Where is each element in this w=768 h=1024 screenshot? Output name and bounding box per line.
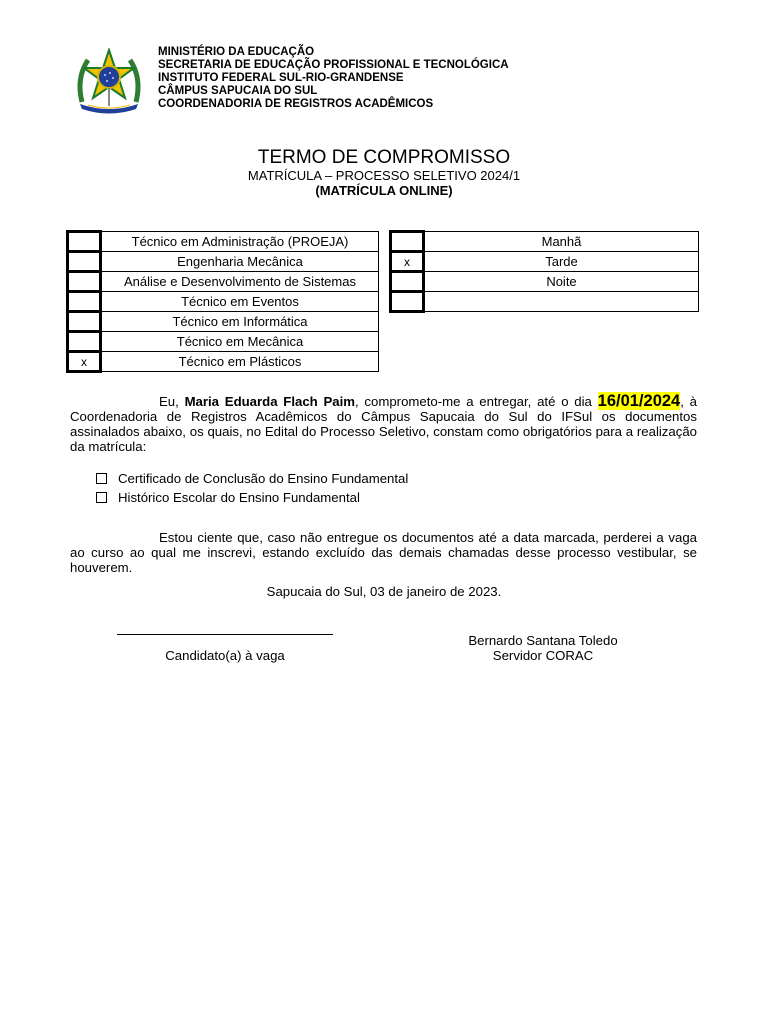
shift-checkbox[interactable]	[391, 232, 424, 252]
course-checkbox[interactable]	[68, 292, 101, 312]
document-label: Certificado de Conclusão do Ensino Fundamental	[118, 471, 409, 486]
shift-row	[391, 292, 699, 312]
course-checkbox[interactable]	[68, 312, 101, 332]
document-title: TERMO DE COMPROMISSO	[257, 147, 511, 168]
document-subtitle: MATRÍCULA – PROCESSO SELETIVO 2024/1	[247, 168, 521, 183]
course-row	[68, 292, 379, 312]
header-line-institute: INSTITUTO FEDERAL SUL-RIO-GRANDENSE	[158, 71, 404, 84]
shift-label	[424, 292, 699, 312]
commitment-suffix: , à Coordenadoria de Registros Acadêmicos do Câmpus Sapucaia do Sul do IFSul os documentos assinalados abaixo, os quais, no Edital do Processo Seletivo, constam como obrigatórios para a realização da matrícula:	[70, 394, 697, 454]
place-and-date: Sapucaia do Sul, 03 de janeiro de 2023.	[266, 584, 502, 599]
shift-row	[391, 272, 699, 292]
header-line-ministry: MINISTÉRIO DA EDUCAÇÃO	[158, 46, 315, 58]
shift-checkbox[interactable]: x	[391, 252, 424, 272]
course-label: Técnico em Plásticos	[101, 352, 379, 372]
deadline-date: 16/01/2024	[597, 392, 681, 410]
course-row	[68, 332, 379, 352]
servant-name: Bernardo Santana Toledo	[468, 633, 618, 648]
course-row	[68, 352, 379, 372]
course-row	[68, 272, 379, 292]
course-checkbox[interactable]	[68, 272, 101, 292]
shift-checkbox[interactable]	[391, 272, 424, 292]
list-item	[96, 488, 408, 507]
institution-header	[158, 46, 509, 111]
course-label: Técnico em Eventos	[101, 292, 379, 312]
course-label: Técnico em Mecânica	[101, 332, 379, 352]
shift-label: Noite	[424, 272, 699, 292]
header-line-coordination: COORDENADORIA DE REGISTROS ACADÊMICOS	[158, 97, 434, 110]
list-item	[96, 469, 408, 488]
header-line-secretariat: SECRETARIA DE EDUCAÇÃO PROFISSIONAL E TECNOLÓGICA	[158, 58, 509, 71]
courses-table	[66, 230, 379, 373]
document-checkbox[interactable]	[96, 492, 107, 503]
course-label: Engenharia Mecânica	[101, 252, 379, 272]
course-checkbox[interactable]: x	[68, 352, 101, 372]
commitment-paragraph	[70, 394, 697, 454]
course-checkbox[interactable]	[68, 252, 101, 272]
candidate-signature-line	[117, 634, 333, 635]
commitment-middle: , comprometo-me a entregar, até o dia	[355, 394, 598, 409]
shift-label: Manhã	[424, 232, 699, 252]
course-checkbox[interactable]	[68, 332, 101, 352]
required-documents-list	[96, 469, 408, 507]
course-row	[68, 312, 379, 332]
course-row	[68, 252, 379, 272]
servant-role: Servidor CORAC	[492, 648, 594, 663]
shift-row	[391, 232, 699, 252]
awareness-text: Estou ciente que, caso não entregue os documentos até a data marcada, perderei a vaga ao curso ao qual me inscrevi, estando excluído das demais chamadas desse processo vestibular, se houverem.	[70, 530, 697, 575]
document-checkbox[interactable]	[96, 473, 107, 484]
course-label: Técnico em Administração (PROEJA)	[101, 232, 379, 252]
document-label: Histórico Escolar do Ensino Fundamental	[118, 490, 360, 505]
course-label: Análise e Desenvolvimento de Sistemas	[101, 272, 379, 292]
student-name: Maria Eduarda Flach Paim	[184, 394, 356, 409]
header-line-campus: CÂMPUS SAPUCAIA DO SUL	[158, 84, 318, 97]
brazil-coat-of-arms-icon	[74, 48, 144, 114]
commitment-prefix: Eu,	[159, 394, 185, 409]
servant-signature-block	[443, 633, 643, 663]
shifts-table	[389, 230, 699, 313]
shift-row	[391, 252, 699, 272]
candidate-signature-label: Candidato(a) à vaga	[165, 648, 285, 663]
course-label: Técnico em Informática	[101, 312, 379, 332]
shift-label: Tarde	[424, 252, 699, 272]
awareness-paragraph	[70, 530, 697, 575]
shift-checkbox[interactable]	[391, 292, 424, 312]
document-subtitle-online: (MATRÍCULA ONLINE)	[315, 183, 453, 198]
course-row	[68, 232, 379, 252]
course-checkbox[interactable]	[68, 232, 101, 252]
